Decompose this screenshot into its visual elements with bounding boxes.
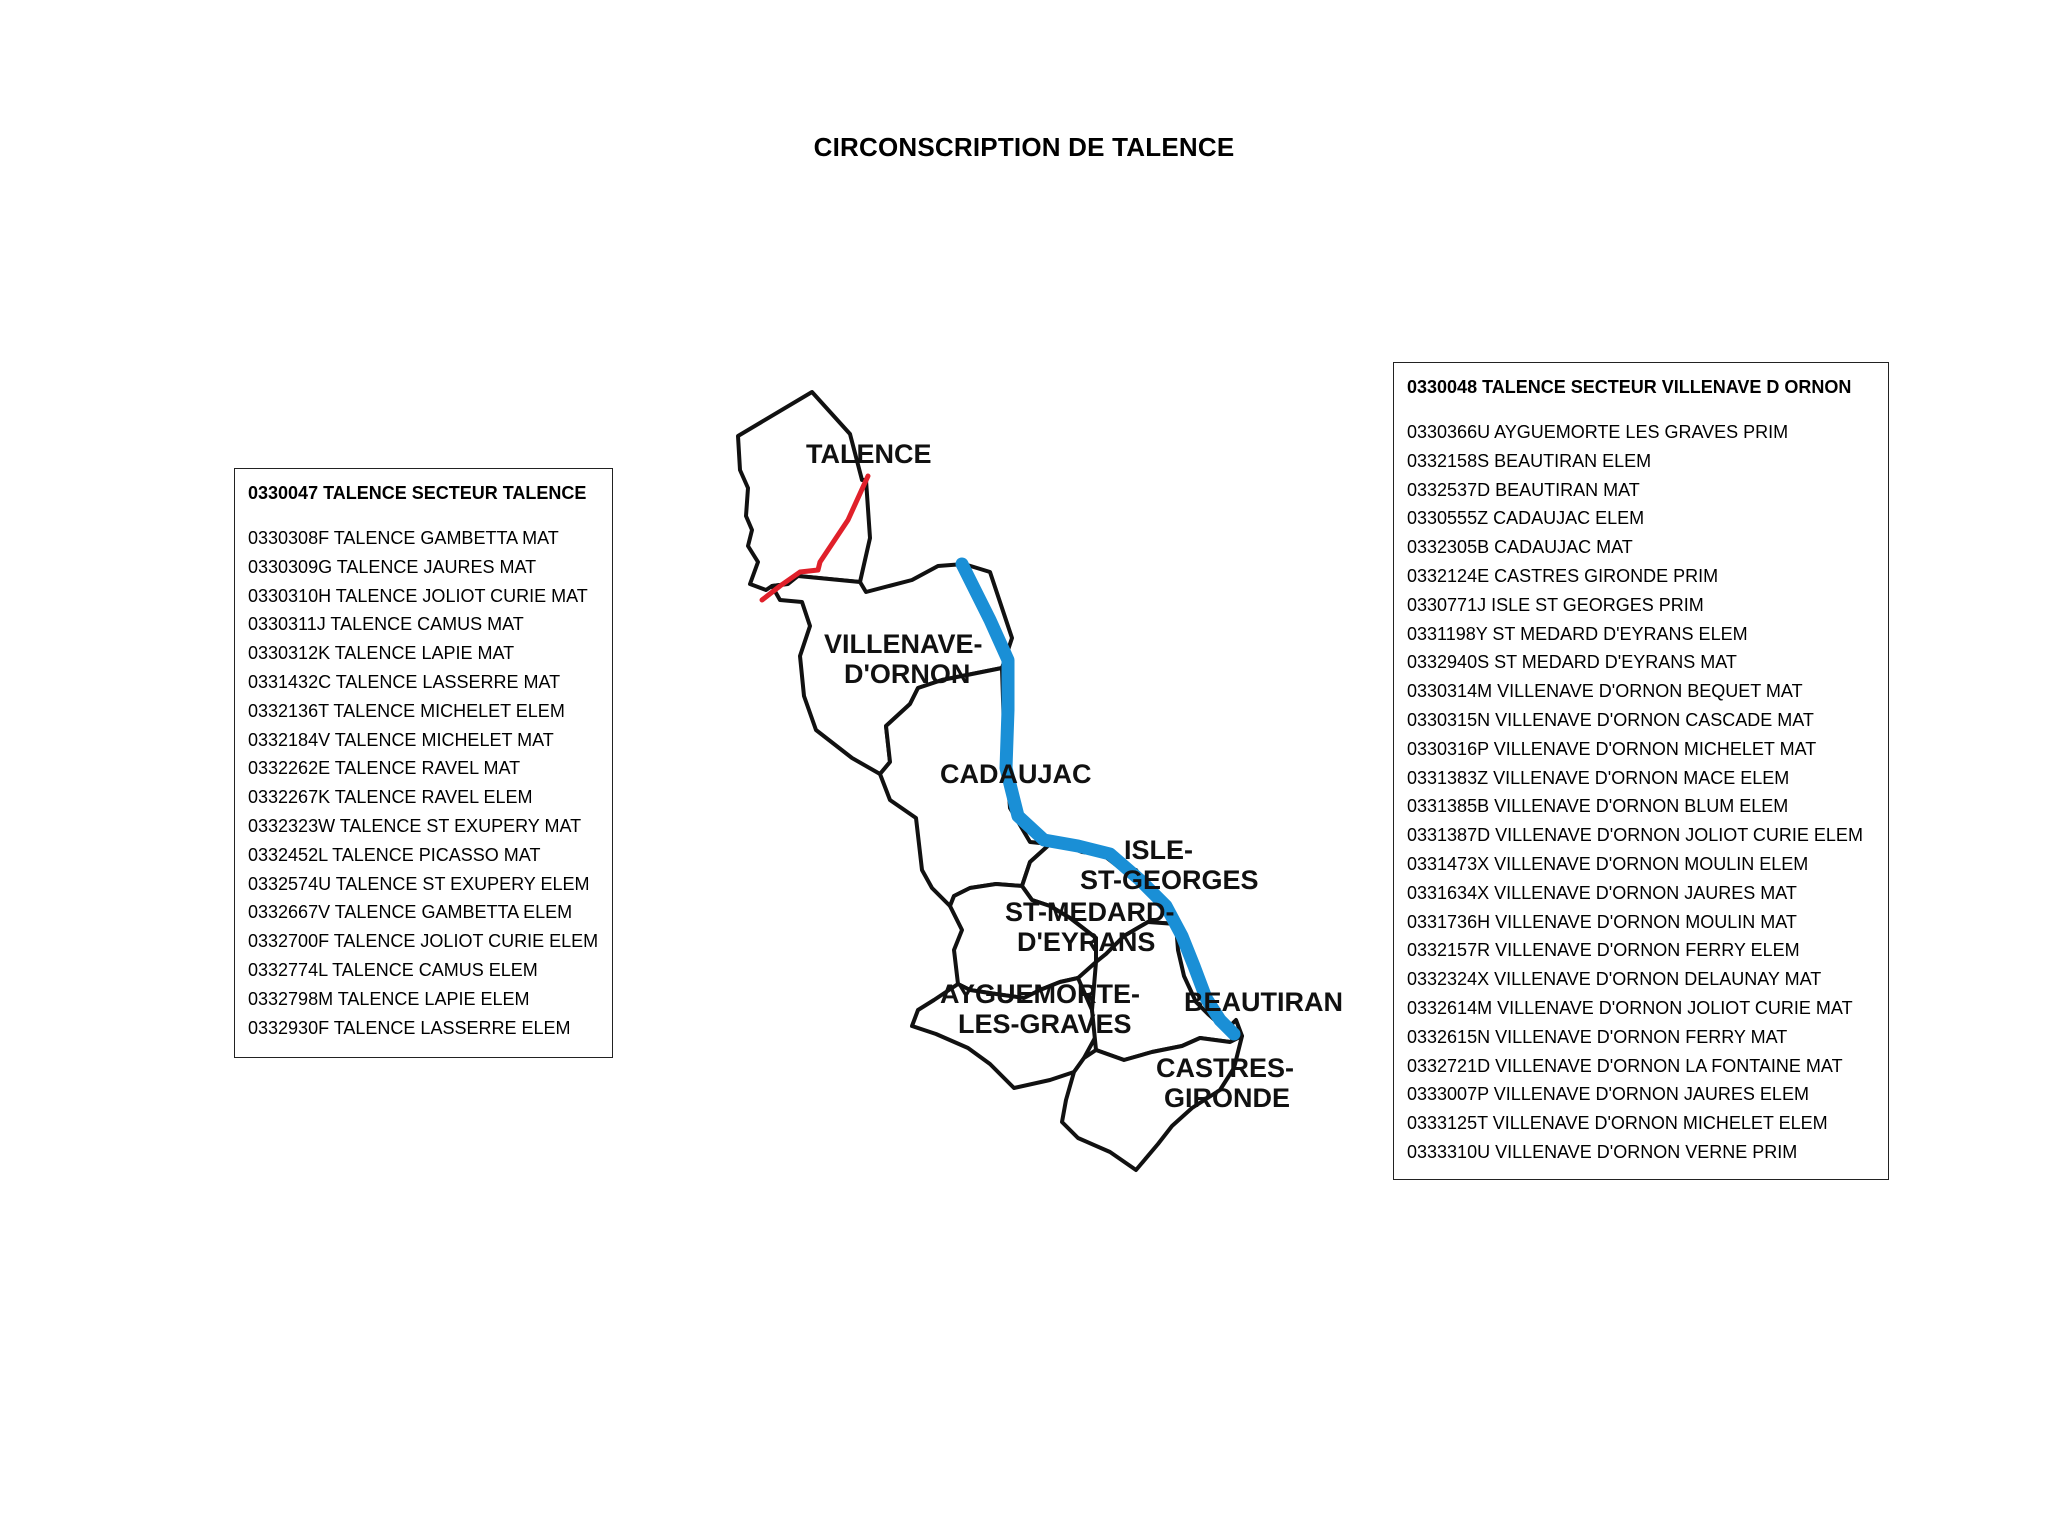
label-villenave-line1: VILLENAVE- — [824, 629, 983, 659]
list-item: 0330308F TALENCE GAMBETTA MAT — [248, 528, 559, 548]
list-item: 0332537D BEAUTIRAN MAT — [1407, 479, 1640, 500]
list-item: 0330366U AYGUEMORTE LES GRAVES PRIM — [1407, 422, 1789, 442]
list-item: 0330312K TALENCE LAPIE MAT — [248, 643, 515, 664]
list-item: 0332158S BEAUTIRAN ELEM — [1407, 450, 1652, 471]
list-item: 0333310U VILLENAVE D'ORNON VERNE PRIM — [1407, 1141, 1798, 1162]
list-item: 0332305B CADAUJAC MAT — [1407, 537, 1633, 558]
list-item: 0332324X VILLENAVE D'ORNON DELAUNAY MAT — [1407, 969, 1822, 990]
list-item: 0331634X VILLENAVE D'ORNON JAURES MAT — [1407, 882, 1797, 903]
page-title: CIRCONSCRIPTION DE TALENCE — [813, 132, 1235, 162]
list-item: 0330555Z CADAUJAC ELEM — [1407, 508, 1645, 529]
talence-sector-heading: 0330047 TALENCE SECTEUR TALENCE — [248, 483, 587, 503]
list-item: 0332614M VILLENAVE D'ORNON JOLIOT CURIE MAT — [1407, 997, 1853, 1018]
label-talence: TALENCE — [806, 439, 932, 469]
label-stmedard-line2: D'EYRANS — [1017, 927, 1156, 957]
talence-school-list — [248, 524, 599, 1042]
list-item: 0330316P VILLENAVE D'ORNON MICHELET MAT — [1407, 738, 1817, 759]
list-item: 0331473X VILLENAVE D'ORNON MOULIN ELEM — [1407, 853, 1809, 874]
list-item: 0332930F TALENCE LASSERRE ELEM — [248, 1017, 571, 1038]
list-item: 0330315N VILLENAVE D'ORNON CASCADE MAT — [1407, 709, 1814, 730]
list-item: 0332124E CASTRES GIRONDE PRIM — [1407, 565, 1719, 586]
label-ayguemorte-line1: AYGUEMORTE- — [940, 979, 1141, 1009]
list-item: 0332452L TALENCE PICASSO MAT — [248, 844, 541, 865]
list-item: 0332184V TALENCE MICHELET MAT — [248, 729, 554, 750]
list-item: 0330309G TALENCE JAURES MAT — [248, 556, 537, 577]
list-item: 0330311J TALENCE CAMUS MAT — [248, 614, 524, 635]
label-isle-line1: ISLE- — [1124, 835, 1194, 865]
list-item: 0331736H VILLENAVE D'ORNON MOULIN MAT — [1407, 911, 1797, 932]
list-item: 0332136T TALENCE MICHELET ELEM — [248, 700, 565, 721]
label-stmedard-line1: ST-MEDARD- — [1005, 897, 1175, 927]
villenave-school-list — [1407, 418, 1875, 1167]
list-item: 0331387D VILLENAVE D'ORNON JOLIOT CURIE ELEM — [1407, 825, 1863, 846]
villenave-sector-heading: 0330048 TALENCE SECTEUR VILLENAVE D ORNON — [1407, 377, 1852, 397]
list-item: 0332323W TALENCE ST EXUPERY MAT — [248, 815, 582, 836]
list-item: 0330310H TALENCE JOLIOT CURIE MAT — [248, 585, 588, 606]
list-item: 0332700F TALENCE JOLIOT CURIE ELEM — [248, 931, 599, 952]
villenave-sector-panel — [1393, 362, 1889, 1180]
list-item: 0332774L TALENCE CAMUS ELEM — [248, 959, 538, 980]
label-isle-line2: ST-GEORGES — [1080, 865, 1259, 895]
list-item: 0332262E TALENCE RAVEL MAT — [248, 758, 521, 779]
list-item: 0330771J ISLE ST GEORGES PRIM — [1407, 594, 1704, 615]
list-item: 0332615N VILLENAVE D'ORNON FERRY MAT — [1407, 1026, 1788, 1047]
label-villenave-line2: D'ORNON — [844, 659, 971, 689]
list-item: 0332940S ST MEDARD D'EYRANS MAT — [1407, 652, 1737, 673]
label-castres-line1: CASTRES- — [1156, 1053, 1295, 1083]
circonscription-map — [700, 370, 1360, 1190]
list-item: 0332721D VILLENAVE D'ORNON LA FONTAINE MAT — [1407, 1055, 1843, 1076]
list-item: 0332157R VILLENAVE D'ORNON FERRY ELEM — [1407, 940, 1800, 961]
commune-talence — [738, 392, 870, 590]
label-castres-line2: GIRONDE — [1164, 1083, 1291, 1113]
list-item: 0331198Y ST MEDARD D'EYRANS ELEM — [1407, 623, 1748, 644]
list-item: 0331385B VILLENAVE D'ORNON BLUM ELEM — [1407, 796, 1789, 817]
list-item: 0330314M VILLENAVE D'ORNON BEQUET MAT — [1407, 681, 1803, 702]
label-cadaujac: CADAUJAC — [940, 759, 1092, 789]
list-item: 0332798M TALENCE LAPIE ELEM — [248, 988, 530, 1009]
talence-sector-panel — [234, 468, 613, 1058]
list-item: 0332267K TALENCE RAVEL ELEM — [248, 787, 533, 808]
map-canvas — [700, 370, 1360, 1190]
list-item: 0333007P VILLENAVE D'ORNON JAURES ELEM — [1407, 1084, 1809, 1105]
list-item: 0332667V TALENCE GAMBETTA ELEM — [248, 902, 573, 923]
list-item: 0331432C TALENCE LASSERRE MAT — [248, 671, 561, 692]
label-ayguemorte-line2: LES-GRAVES — [958, 1009, 1132, 1039]
list-item: 0332574U TALENCE ST EXUPERY ELEM — [248, 873, 590, 894]
label-beautiran: BEAUTIRAN — [1184, 987, 1343, 1017]
list-item: 0333125T VILLENAVE D'ORNON MICHELET ELEM — [1407, 1113, 1828, 1134]
list-item: 0331383Z VILLENAVE D'ORNON MACE ELEM — [1407, 767, 1790, 788]
